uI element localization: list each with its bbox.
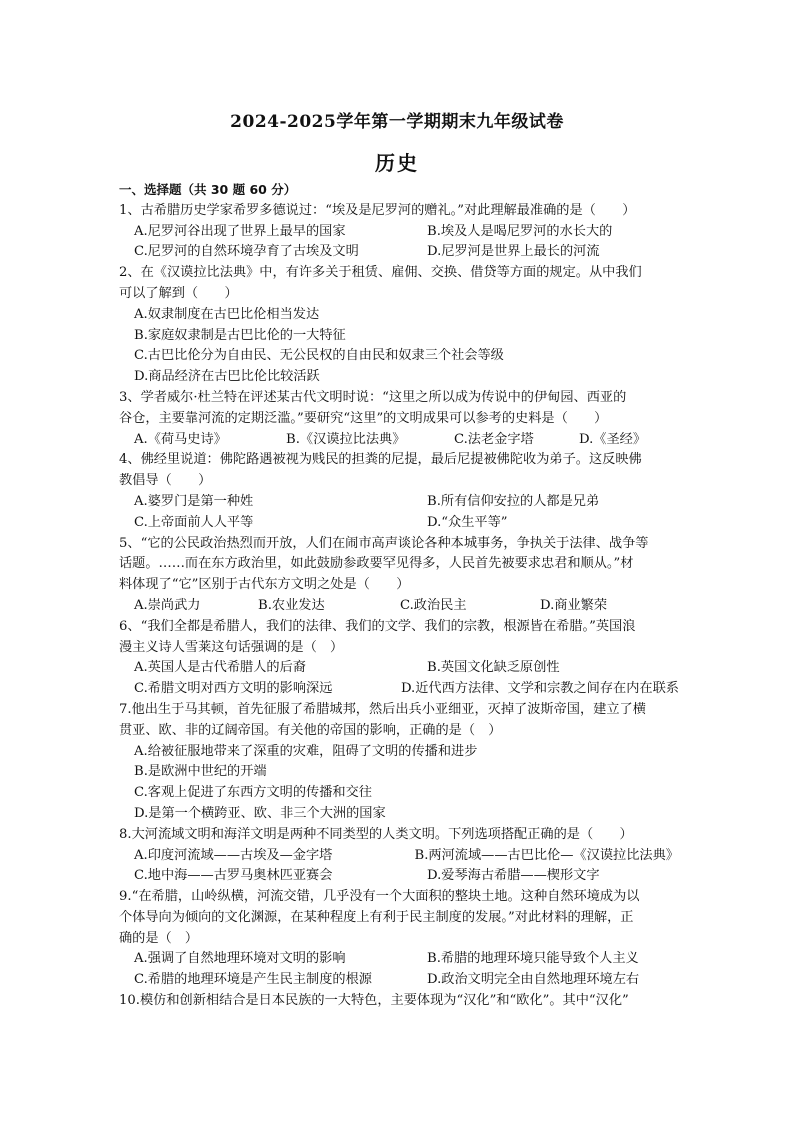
option-c: C.地中海——古罗马奥林匹亚赛会 <box>134 868 333 884</box>
question-text: 6、“我们全都是希腊人，我们的法律、我们的文学、我们的宗教，根源皆在希腊。”英国浪 <box>119 618 636 634</box>
option-d: D.爱琴海古希腊——楔形文字 <box>427 868 600 884</box>
section-heading: 一、选择题（共 30 题 60 分） <box>119 182 297 197</box>
option-row <box>119 492 679 513</box>
option-b: B.两河流域——古巴比伦—《汉谟拉比法典》 <box>414 847 679 863</box>
option-a: A.强调了自然地理环境对文明的影响 <box>134 951 346 967</box>
option-c: C.法老金字塔 <box>454 431 534 447</box>
question-5 <box>119 534 679 617</box>
question-text: 谷仓，主要靠河流的定期泛滥。”要研究“这里”的文明成果可以参考的史料是（ ） <box>119 410 608 426</box>
option-row <box>119 658 679 679</box>
option-b: B.希腊的地理环境只能导致个人主义 <box>427 951 639 967</box>
question-10 <box>119 991 679 1012</box>
question-text: 3、学者威尔·杜兰特在评述某古代文明时说：“这里之所以成为传说中的伊甸园、西亚的 <box>119 389 627 405</box>
option-a: A.崇尚武力 <box>134 597 201 613</box>
option-a: A.英国人是古代希腊人的后裔 <box>134 660 306 676</box>
option-c: C.希腊的地理环境是产生民主制度的根源 <box>134 972 372 988</box>
question-9 <box>119 887 679 991</box>
option-d: D.尼罗河是世界上最长的河流 <box>427 244 600 260</box>
option-c: C.尼罗河的自然环境孕育了古埃及文明 <box>134 244 359 260</box>
option-d: D.商品经济在古巴比伦比较活跃 <box>134 369 320 385</box>
option-row <box>119 866 679 887</box>
option-a: A.尼罗河谷出现了世界上最早的国家 <box>134 223 346 239</box>
question-text: 8.大河流域文明和海洋文明是两种不同类型的人类文明。下列选项搭配正确的是（ ） <box>119 826 633 842</box>
question-text: 7.他出生于马其顿，首先征服了希腊城邦，然后出兵小亚细亚，灭掉了波斯帝国，建立了横 <box>119 701 646 717</box>
option-b: B.埃及人是喝尼罗河的水长大的 <box>427 223 613 239</box>
question-text: 10.模仿和创新相结合是日本民族的一大特色，主要体现为“汉化”和“欧化”。其中“汉化” <box>119 993 629 1009</box>
option-row <box>119 949 679 970</box>
question-4 <box>119 450 679 533</box>
option-row <box>119 513 679 534</box>
option-d: D.《圣经》 <box>579 431 647 447</box>
option-c: C.希腊文明对西方文明的影响深远 <box>134 681 333 697</box>
exam-title: 2024-2025学年第一学期期末九年级试卷 <box>230 112 564 132</box>
question-6 <box>119 617 679 700</box>
option-c: C.客观上促进了东西方文明的传播和交往 <box>134 785 372 801</box>
option-row <box>119 596 679 617</box>
question-text: 4、佛经里说道：佛陀路遇被视为贱民的担粪的尼提，最后尼提被佛陀收为弟子。这反映佛 <box>119 452 642 468</box>
option-d: D.是第一个横跨亚、欧、非三个大洲的国家 <box>134 805 386 821</box>
option-b: B.所有信仰安拉的人都是兄弟 <box>427 493 600 509</box>
question-text: 贯亚、欧、非的辽阔帝国。有关他的帝国的影响，正确的是（ ） <box>119 722 502 738</box>
option-b: B.英国文化缺乏原创性 <box>427 660 560 676</box>
option-d: D.近代西方法律、文学和宗教之间存在内在联系 <box>400 681 679 697</box>
option-row <box>119 970 679 991</box>
question-text: 2、在《汉谟拉比法典》中，有许多关于租赁、雇佣、交换、借贷等方面的规定。从中我们 <box>119 265 642 281</box>
question-text: 可以了解到（ ） <box>119 285 238 301</box>
question-3 <box>119 388 679 450</box>
question-text: 料体现了“它”区别于古代东方文明之处是（ ） <box>119 577 410 593</box>
option-b: B.家庭奴隶制是古巴比伦的一大特征 <box>134 327 346 343</box>
option-d: D.“众生平等” <box>427 514 508 530</box>
option-row <box>119 846 679 867</box>
option-d: D.商业繁荣 <box>540 597 608 613</box>
option-a: A.婆罗门是第一种姓 <box>134 493 254 509</box>
option-a: A.《荷马史诗》 <box>134 431 227 447</box>
question-8 <box>119 825 679 887</box>
question-7 <box>119 700 679 825</box>
option-row <box>119 222 679 243</box>
question-2 <box>119 263 679 388</box>
option-row <box>119 430 679 451</box>
question-text: 教倡导（ ） <box>119 473 212 489</box>
subject-title: 历史 <box>375 151 419 175</box>
option-b: B.《汉谟拉比法典》 <box>286 431 406 447</box>
question-text: 9.“在希腊，山岭纵横，河流交错，几乎没有一个大面积的整块土地。这种自然环境成为以 <box>119 889 640 905</box>
option-c: C.上帝面前人人平等 <box>134 514 254 530</box>
option-a: A.印度河流域——古埃及—金字塔 <box>134 847 333 863</box>
question-text: 话题。……而在东方政治里，如此鼓励参政要罕见得多，人民首先被要求忠君和顺从。”材 <box>119 556 634 572</box>
question-text: 漫主义诗人雪莱这句话强调的是（ ） <box>119 639 344 655</box>
option-row <box>119 679 679 700</box>
option-c: C.政治民主 <box>400 597 467 613</box>
exam-content <box>119 180 679 1012</box>
option-row <box>119 242 679 263</box>
question-text: 个体导向为倾向的文化渊源，在某种程度上有利于民主制度的发展。”对此材料的理解，正 <box>119 909 634 925</box>
question-text: 确的是（ ） <box>119 930 199 946</box>
question-1 <box>119 201 679 263</box>
question-text: 5、“它的公民政治热烈而开放，人们在闹市高声谈论各种本城事务，争执关于法律、战争等 <box>119 535 649 551</box>
option-a: A.给被征服地带来了深重的灾难，阻碍了文明的传播和进步 <box>134 743 478 759</box>
question-text: 1、古希腊历史学家希罗多德说过：“埃及是尼罗河的赠礼。”对此理解最准确的是（ ） <box>119 202 636 218</box>
option-a: A.奴隶制度在古巴比伦相当发达 <box>134 306 320 322</box>
option-d: D.政治文明完全由自然地理环境左右 <box>427 972 640 988</box>
option-c: C.古巴比伦分为自由民、无公民权的自由民和奴隶三个社会等级 <box>134 348 504 364</box>
option-b: B.农业发达 <box>258 597 325 613</box>
option-b: B.是欧洲中世纪的开端 <box>134 764 267 780</box>
